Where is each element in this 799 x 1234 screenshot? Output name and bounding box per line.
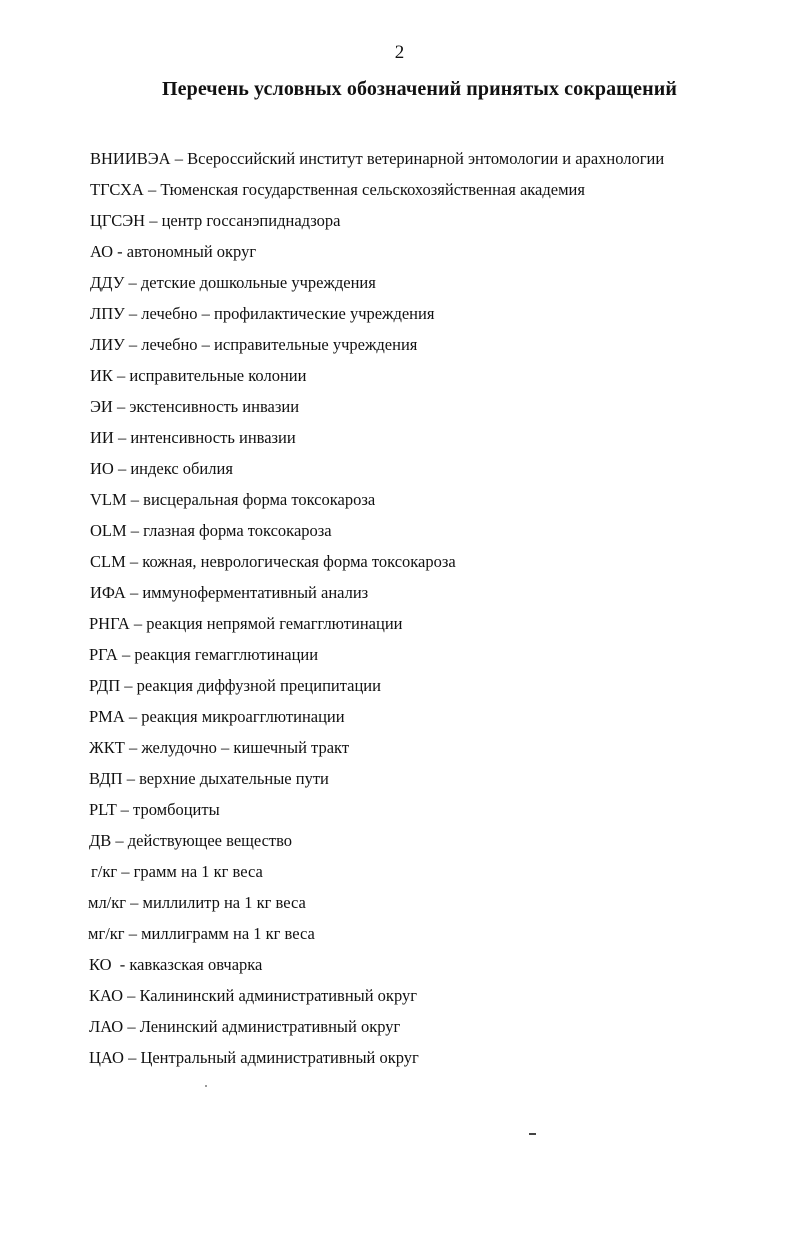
abbrev-separator: – xyxy=(143,180,161,199)
list-item xyxy=(0,302,664,333)
abbrev-definition: верхние дыхательные пути xyxy=(139,769,329,788)
abbrev-term: РДП xyxy=(89,676,121,695)
abbrev-term: ИИ xyxy=(90,428,114,447)
abbrev-separator: – xyxy=(124,738,142,757)
list-item xyxy=(0,984,664,1015)
abbreviation-list xyxy=(0,147,664,1077)
list-item xyxy=(0,147,664,178)
list-item xyxy=(0,271,664,302)
abbrev-definition: Ленинский административный округ xyxy=(139,1017,401,1036)
abbrev-separator: – xyxy=(145,211,162,230)
abbrev-separator: - xyxy=(111,955,130,974)
abbrev-term: ЛИУ xyxy=(90,335,125,354)
abbrev-definition: реакция микроагглютинации xyxy=(141,707,345,726)
abbrev-definition: экстенсивность инвазии xyxy=(129,397,300,416)
abbrev-term: ЭИ xyxy=(90,397,113,416)
abbrev-separator: – xyxy=(170,149,188,168)
list-item xyxy=(0,860,664,891)
list-item xyxy=(0,798,664,829)
abbrev-separator: – xyxy=(120,676,137,695)
abbrev-definition: Центральный административный округ xyxy=(140,1048,419,1067)
abbrev-definition: Всероссийский институт ветеринарной энтомологии и арахнологии xyxy=(187,149,665,168)
list-item xyxy=(0,333,664,364)
abbrev-term: ЛАО xyxy=(89,1017,124,1036)
abbrev-definition: висцеральная форма токсокароза xyxy=(143,490,376,509)
abbrev-definition: миллилитр на 1 кг веса xyxy=(142,893,306,912)
scan-speck xyxy=(205,1085,207,1087)
list-item xyxy=(0,240,664,271)
list-item xyxy=(0,767,664,798)
list-item xyxy=(0,488,664,519)
abbrev-definition: реакция непрямой гемагглютинации xyxy=(146,614,403,633)
abbrev-separator: – xyxy=(113,428,131,447)
abbrev-definition: автономный округ xyxy=(126,242,257,261)
list-item xyxy=(0,1046,664,1077)
list-item xyxy=(0,1015,664,1046)
abbrev-separator: – xyxy=(124,707,142,726)
abbrev-definition: интенсивность инвазии xyxy=(130,428,296,447)
abbrev-term: ТГСХА xyxy=(90,180,144,199)
list-item xyxy=(0,705,664,736)
abbrev-definition: Тюменская государственная сельскохозяйственная академия xyxy=(160,180,585,199)
abbrev-definition: миллиграмм на 1 кг веса xyxy=(141,924,315,943)
abbrev-definition: грамм на 1 кг веса xyxy=(133,862,263,881)
abbrev-term: ДДУ xyxy=(90,273,125,292)
list-item xyxy=(0,612,664,643)
abbrev-separator: – xyxy=(111,831,128,850)
page-title: Перечень условных обозначений принятых сокращений xyxy=(161,78,678,100)
abbrev-term: ВДП xyxy=(89,769,123,788)
abbrev-definition: желудочно – кишечный тракт xyxy=(141,738,350,757)
abbrev-separator: - xyxy=(113,242,127,261)
abbrev-term: ЖКТ xyxy=(89,738,125,757)
abbrev-term: РМА xyxy=(89,707,125,726)
list-item xyxy=(0,581,664,612)
abbrev-definition: кожная, неврологическая форма токсокароза xyxy=(142,552,456,571)
abbrev-term: ЛПУ xyxy=(90,304,125,323)
abbrev-term: ДВ xyxy=(89,831,112,850)
abbrev-definition: тромбоциты xyxy=(133,800,220,819)
abbrev-separator: – xyxy=(122,769,140,788)
list-item xyxy=(0,364,664,395)
abbrev-definition: глазная форма токсокароза xyxy=(143,521,332,540)
abbrev-separator: – xyxy=(124,335,142,354)
abbrev-separator: – xyxy=(125,583,143,602)
abbrev-definition: исправительные колонии xyxy=(129,366,307,385)
abbrev-term: ИК xyxy=(90,366,113,385)
abbrev-separator: – xyxy=(113,459,131,478)
abbrev-separator: – xyxy=(124,273,141,292)
abbrev-definition: центр госсанэпиднадзора xyxy=(161,211,341,230)
abbrev-separator: – xyxy=(126,490,144,509)
abbrev-term: РГА xyxy=(89,645,118,664)
abbrev-separator: – xyxy=(123,1048,141,1067)
page-number: 2 xyxy=(394,42,405,63)
list-item xyxy=(0,519,664,550)
abbrev-definition: иммуноферментативный анализ xyxy=(142,583,369,602)
abbrev-separator: – xyxy=(123,986,140,1005)
list-item xyxy=(0,953,664,984)
abbrev-separator: – xyxy=(123,1017,140,1036)
list-item xyxy=(0,395,664,426)
abbrev-separator: – xyxy=(129,614,147,633)
list-item xyxy=(0,674,664,705)
abbrev-definition: индекс обилия xyxy=(130,459,233,478)
list-item xyxy=(0,736,664,767)
abbrev-term: КАО xyxy=(89,986,124,1005)
abbrev-term: АО xyxy=(90,242,114,261)
list-item xyxy=(0,178,664,209)
scan-speck xyxy=(529,1133,536,1135)
list-item xyxy=(0,550,664,581)
abbrev-separator: – xyxy=(117,862,134,881)
abbrev-term: ЦГСЭН xyxy=(90,211,146,230)
list-item xyxy=(0,426,664,457)
abbrev-definition: Калининский административный округ xyxy=(139,986,418,1005)
list-item xyxy=(0,891,664,922)
abbrev-term: OLM xyxy=(90,521,127,540)
list-item xyxy=(0,209,664,240)
abbrev-separator: – xyxy=(117,645,135,664)
abbrev-separator: – xyxy=(126,893,143,912)
abbrev-definition: лечебно – исправительные учреждения xyxy=(141,335,418,354)
abbrev-definition: действующее вещество xyxy=(127,831,293,850)
abbrev-definition: кавказская овчарка xyxy=(129,955,263,974)
abbrev-definition: реакция диффузной преципитации xyxy=(136,676,381,695)
abbrev-term: ЦАО xyxy=(89,1048,124,1067)
abbrev-term: мг/кг xyxy=(88,924,125,943)
abbrev-term: VLM xyxy=(90,490,127,509)
abbrev-term: ИО xyxy=(90,459,114,478)
list-item xyxy=(0,829,664,860)
abbrev-term: г/кг xyxy=(91,862,118,881)
abbrev-term: ВНИИВЭА xyxy=(90,149,171,168)
abbrev-definition: реакция гемагглютинации xyxy=(134,645,319,664)
abbrev-term: PLT xyxy=(89,800,117,819)
list-item xyxy=(0,922,664,953)
list-item xyxy=(0,643,664,674)
abbrev-separator: – xyxy=(112,397,130,416)
abbrev-term: РНГА xyxy=(89,614,130,633)
abbrev-separator: – xyxy=(124,304,142,323)
abbrev-definition: лечебно – профилактические учреждения xyxy=(141,304,435,323)
abbrev-term: CLM xyxy=(90,552,126,571)
abbrev-separator: – xyxy=(116,800,134,819)
abbrev-term: ИФА xyxy=(90,583,126,602)
abbrev-separator: – xyxy=(125,552,143,571)
abbrev-term: мл/кг xyxy=(88,893,127,912)
abbrev-separator: – xyxy=(112,366,130,385)
abbrev-separator: – xyxy=(126,521,144,540)
list-item xyxy=(0,457,664,488)
abbrev-definition: детские дошкольные учреждения xyxy=(140,273,376,292)
abbrev-separator: – xyxy=(124,924,142,943)
abbrev-term: КО xyxy=(89,955,112,974)
